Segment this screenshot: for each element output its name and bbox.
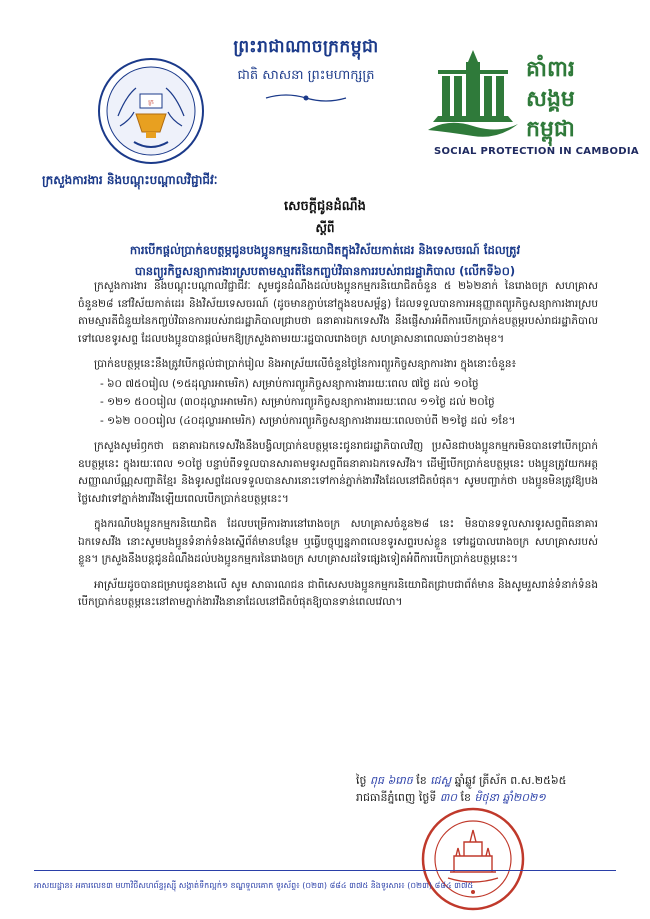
national-motto: ជាតិ សាសនា ព្រះមហាក្សត្រ: [237, 68, 375, 83]
footer-divider: [34, 870, 616, 871]
solar-month-handwritten: មិថុនា: [474, 791, 499, 804]
solar-day-handwritten: ៣០: [439, 791, 457, 804]
ministry-logo-icon: [96, 56, 206, 166]
solar-date: [356, 789, 626, 806]
subject-label: ស្តីពី: [315, 221, 335, 235]
paragraph-1: ក្រសួងការងារ និងបណ្តុះបណ្តាលវិជ្ជាជីវៈ សូមជូនដំណឹងដល់បងប្អូនកម្មករនិយោជិតចំនួន ៥ ២៦២នាក់ នៃរោងចក្រ សហគ្រាសចំនួន២៨ នៅវិស័យកាត់ដេរ និងវិស័យទេសចរណ៍ (ដូចមានភ្ជាប់នៅក្នុងឧបសម្ព័ន្ធ) ដែលទទួលបានការអនុញ្ញាតព្យួរកិច្ចសន្យាការងារស្របតាមស្មារតីជំនួយនៃកញ្ចប់វិធានការរបស់រាជរដ្ឋាភិបាលជ្រាបថា ធនាគារឯកទេសវីង នឹងផ្ញើសារអំពីការបើកប្រាក់ឧបត្ថម្ភរបស់រាជរដ្ឋាភិបាលទៅលេខទូរសព្ទ ដែលបងប្អូនបានផ្តល់មកឱ្យក្រសួងតាមរយៈរដ្ឋបាលរោងចក្រ សហគ្រាសនាពេលឆាប់ៗខាងមុខ។: [78, 280, 598, 345]
svg-text:ក្រ: ក្រ: [148, 99, 154, 106]
document-type: សេចក្តីជូនដំណឹង: [284, 199, 366, 214]
document-body: [78, 278, 598, 620]
solar-prefix: រាជធានីភ្នំពេញ ថ្ងៃទី: [356, 791, 437, 804]
kingdom-header: [226, 36, 386, 108]
svg-text:កម្ពុជា: កម្ពុជា: [526, 117, 575, 142]
paragraph-2-lead: ប្រាក់ឧបត្ថម្ភនេះនឹងត្រូវបើកផ្តល់ជាប្រាក់រៀល និងអាស្រ័យលើចំនួនថ្ងៃនៃការព្យួរកិច្ចសន្យាការងារ ក្នុងនោះចំនួន៖: [94, 358, 517, 370]
paragraph-3: ក្រសួងសូមរំឭកថា ធនាគារឯកទេសវីងនឹងបង្វិលប្រាក់ឧបត្ថម្ភនេះជូនរាជរដ្ឋាភិបាលវិញ ប្រសិនជាបងប្អូនកម្មករមិនបានទៅបើកប្រាក់ឧបត្ថម្ភនេះ ក្នុងរយៈពេល ១០ថ្ងៃ បន្ទាប់ពីទទួលបានសារតាមទូរសព្ទពីធនាគារឯកទេសវីង។ ដើម្បីបើកប្រាក់ឧបត្ថម្ភនេះ បងប្អូនត្រូវយកអត្តសញ្ញាណប័ណ្ណសញ្ជាតិខ្មែរ និងទូរសព្ទដែលទទួលបានសារនោះទៅកាន់ភ្នាក់ងារវីងដែលនៅជិតបំផុត។ សូមបញ្ជាក់ថា បងប្អូនមិនត្រូវឱ្យបងថ្លៃសេវាទៅភ្នាក់ងារវីងឡើយពេលបើកប្រាក់ឧបត្ថម្ភនេះ។: [78, 440, 598, 505]
official-seal-icon: [420, 806, 526, 912]
lunar-date: [356, 772, 626, 789]
ornament-divider-icon: [261, 92, 351, 104]
allowance-list: [100, 376, 598, 431]
kingdom-name: ព្រះរាជាណាចក្រកម្ពុជា: [233, 37, 379, 57]
lunar-prefix: ថ្ងៃ: [356, 774, 367, 787]
paragraph-5: អាស្រ័យដូចបានជម្រាបជូនខាងលើ សូម សាធារណជន ជាពិសេសបងប្អូនកម្មករនិយោជិតជ្រាបជាព័ត៌មាន និងសូមរួសរាន់ទំនាក់ទំនងបើកប្រាក់ឧបត្ថម្ភនេះនៅតាមភ្នាក់ងារវីងនានាដែលនៅជិតបំផុតឱ្យបានទាន់ពេលវេលា។: [78, 578, 598, 608]
solar-mid: ខែ: [460, 791, 471, 804]
solar-year-handwritten: ឆ្នាំ២០២១: [502, 791, 546, 804]
title-line-2: បានព្យួរកិច្ចសន្យាការងារស្របតាមស្មារតីនៃកញ្ចប់វិធានការរបស់រាជរដ្ឋាភិបាល (លើកទី៦០): [134, 264, 516, 278]
lunar-suffix: ឆ្នាំឆ្លូវ ត្រីស័ក ព.ស.២៥៦៥: [454, 774, 567, 787]
ministry-name: ក្រសួងការងារ និងបណ្តុះបណ្តាលវិជ្ជាជីវៈ: [42, 173, 218, 187]
title-line-1: ការបើកផ្តល់ប្រាក់ឧបត្ថម្ភជូនបងប្អូនកម្មករនិយោជិតក្នុងវិស័យកាត់ដេរ និងទេសចរណ៍ ដែលត្រូវ: [129, 243, 521, 257]
lunar-day-handwritten: ពុធ ៦រោច: [369, 774, 413, 787]
date-block: [356, 772, 626, 806]
svg-text:សង្គម: សង្គម: [526, 87, 575, 112]
allowance-item-1: - ៦០ ៧៥០រៀល (១៥ដុល្លារអាមេរិក) សម្រាប់ការព្យួរកិច្ចសន្យាការងាររយៈពេល ៧ថ្ងៃ ដល់ ១០ថ្ងៃ: [100, 377, 479, 390]
allowance-item-3: - ១៦២ ០០០រៀល (៤០ដុល្លារអាមេរិក) សម្រាប់ការព្យួរកិច្ចសន្យាការងាររយៈពេលចាប់ពី ២១ថ្ងៃ ដល់ ១ខែ។: [100, 414, 516, 427]
title-block: [60, 198, 590, 280]
allowance-item-2: - ១២១ ៥០០រៀល (៣០ដុល្លារអាមេរិក) សម្រាប់ការព្យួរកិច្ចសន្យាការងាររយៈពេល ១១ថ្ងៃ ដល់ ២០ថ្ងៃ: [100, 396, 495, 408]
footer-address: អាសយដ្ឋាន៖ អគារលេខ៣ មហាវិថីសហព័ន្ធរុស្ស៊ី សង្កាត់ទឹកល្អក់១ ខណ្ឌទួលគោក ទូរស័ព្ទ៖ (០២៣) ៨៨៤ ៣៧៥ និងទូរសារ៖ (០២៣) ៨៨៤ ៣៧៥: [34, 881, 474, 890]
lunar-mid: ខែ: [416, 774, 427, 787]
lunar-month-handwritten: ជេស្ឋ: [430, 774, 452, 787]
sp-caption: SOCIAL PROTECTION IN CAMBODIA: [434, 146, 639, 157]
social-protection-logo-icon: [418, 40, 618, 160]
svg-text:គាំពារ: គាំពារ: [526, 57, 575, 82]
paragraph-4: ក្នុងករណីបងប្អូនកម្មករនិយោជិត ដែលបម្រើការងារនៅរោងចក្រ សហគ្រាសចំនួន២៨ នេះ មិនបានទទួលសារទូរសព្ទពីធនាគារឯកទេសវីង នោះសូមបងប្អូនទំនាក់ទំនងស្នើព័ត៌មានបន្ថែម ឬធ្វើបច្ចុប្បន្នភាពលេខទូរសព្ទរបស់ខ្លួន ទៅរដ្ឋបាលរោងចក្រ សហគ្រាសរបស់ខ្លួន។ ក្រសួងនឹងបន្តជូនដំណឹងដល់បងប្អូនកម្មករនៃរោងចក្រ សហគ្រាសដទៃផ្សេងទៀតអំពីការបើកប្រាក់ឧបត្ថម្ភនេះ។: [78, 518, 598, 565]
